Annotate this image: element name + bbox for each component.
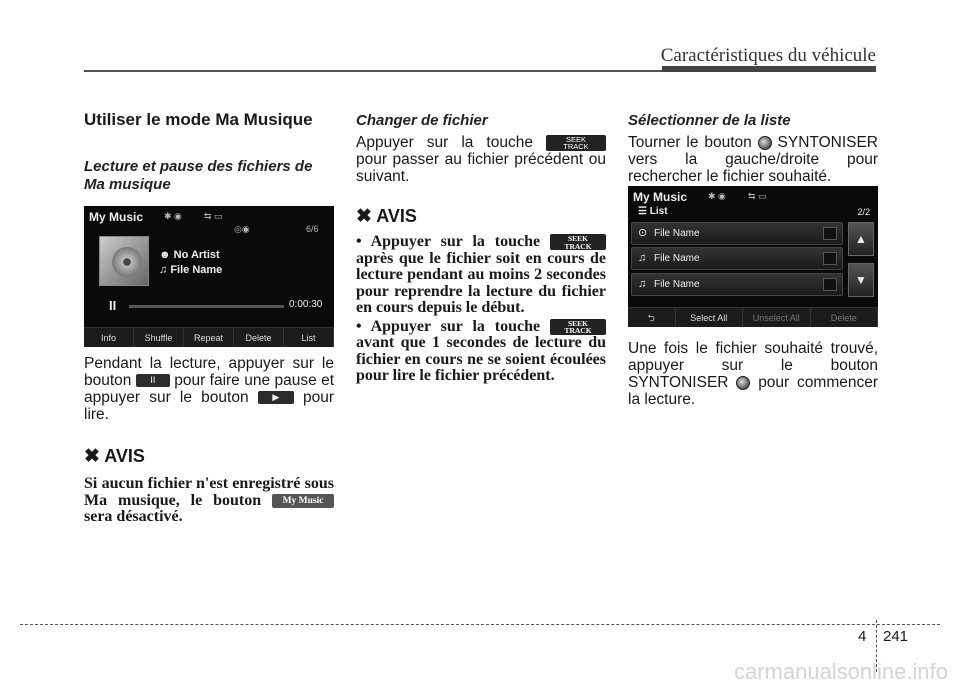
scroll-up-button[interactable]: ▲ <box>848 222 874 256</box>
bluetooth-icon: ✱ ◉ <box>708 191 726 201</box>
list-header: ☰ List <box>638 206 668 217</box>
music-note-icon: ♫ <box>159 264 168 276</box>
pause-icon[interactable]: II <box>109 298 117 313</box>
track-count: 6/6 <box>306 224 319 234</box>
avis-heading: ✖ AVIS <box>356 206 417 227</box>
music-note-icon: ♫ <box>638 278 647 290</box>
section-heading: Utiliser le mode Ma Musique <box>84 110 313 129</box>
subsection-heading: Lecture et pause des fichiers de Ma musique <box>84 158 313 193</box>
page-number: 241 <box>883 628 909 645</box>
play-button: ▶ <box>258 391 294 404</box>
progress-bar[interactable] <box>129 305 284 308</box>
screen-title: My Music <box>633 190 688 204</box>
bullet-1: • Appuyer sur la touche SEEK TRACK après que le fichier soit en cours de lecture pendant au moins 2 secondes pour reprendre la lecture du fichier en cours depuis le début. <box>356 233 606 316</box>
chapter-number: 4 <box>858 628 867 645</box>
my-music-list-screen <box>628 186 878 327</box>
header-title: Caractéristiques du véhicule <box>660 45 876 66</box>
list-row[interactable]: ♫ File Name <box>631 247 843 270</box>
header-rule <box>84 70 662 72</box>
row-checkbox[interactable] <box>823 278 837 291</box>
row-checkbox[interactable] <box>823 252 837 265</box>
cross-icon: ✖ <box>356 206 372 227</box>
cross-icon: ✖ <box>84 446 100 467</box>
subsection-heading: Sélectionner de la liste <box>628 112 791 129</box>
column-1 <box>84 110 334 194</box>
my-music-playback-screen <box>84 206 334 347</box>
list-button[interactable]: List <box>284 328 334 347</box>
watermark: carmanualsonline.info <box>733 659 948 684</box>
my-music-button: My Music <box>272 494 334 508</box>
tune-knob-icon <box>758 136 772 150</box>
subsection-heading: Changer de fichier <box>356 112 488 129</box>
column-3-text <box>628 340 878 408</box>
avis-heading: ✖ AVIS <box>84 446 145 467</box>
paragraph-confirm: Une fois le fichier souhaité trouvé, appuyer sur le bouton SYNTONISER pour commencer la lecture. <box>628 340 879 408</box>
delete-button[interactable]: Delete <box>234 328 284 347</box>
avis-text: Si aucun fichier n'est enregistré sous Ma musique, le bouton My Music sera désactivé. <box>84 475 334 525</box>
play-circle-icon: ⊙ <box>638 227 648 239</box>
artist-name: No Artist <box>173 249 220 261</box>
album-art <box>99 236 149 286</box>
header-bar <box>662 66 876 72</box>
info-button[interactable]: Info <box>84 328 134 347</box>
shuffle-button[interactable]: Shuffle <box>134 328 184 347</box>
back-button[interactable]: ⮌ <box>628 308 676 327</box>
pause-button: II <box>136 374 170 387</box>
elapsed-time: 0:00:30 <box>289 299 323 310</box>
file-row <box>159 264 222 276</box>
screen-title: My Music <box>89 210 144 224</box>
column-3 <box>628 112 878 185</box>
usb-icon: ⇆ ▭ <box>204 211 223 221</box>
select-all-button[interactable]: Select All <box>676 308 743 327</box>
artist-row <box>159 249 220 261</box>
column-2 <box>356 112 606 385</box>
seek-track-button: SEEK TRACK <box>550 234 606 250</box>
tune-knob-icon <box>736 376 750 390</box>
footer-rule <box>20 624 940 625</box>
list-row[interactable]: ♫ File Name <box>631 273 843 296</box>
seek-track-button: SEEK TRACK <box>550 319 606 335</box>
page-indicator: 2/2 <box>857 207 870 217</box>
column-1-text <box>84 355 334 526</box>
person-icon: ☻ <box>159 249 171 261</box>
paragraph-pause: Pendant la lecture, appuyer sur le bouton II pour faire une pause et appuyer sur le bouton ▶ pour lire. <box>84 355 335 423</box>
seek-track-button: SEEK TRACK <box>546 135 606 151</box>
music-note-icon: ♫ <box>638 252 647 264</box>
list-icon: ☰ <box>638 206 647 217</box>
unselect-all-button[interactable]: Unselect All <box>743 308 810 327</box>
screen-button-bar <box>628 307 878 327</box>
file-name: File Name <box>170 264 223 276</box>
paragraph-tune: Tourner le bouton SYNTONISER vers la gauche/droite pour rechercher le fichier souhaité. <box>628 134 879 185</box>
usb-icon: ⇆ ▭ <box>748 191 767 201</box>
list-row[interactable]: ⊙ File Name <box>631 222 843 245</box>
screen-button-bar <box>84 327 334 347</box>
bullet-2: • Appuyer sur la touche SEEK TRACK avant que 1 secondes de lecture du fichier en cours ne se soient écoulées pour lire le fichier précédent. <box>356 317 606 384</box>
paragraph-seek: Appuyer sur la touche SEEK TRACK pour passer au fichier précédent ou suivant. <box>356 134 606 185</box>
cd-icon: ◎◉ <box>234 224 250 234</box>
bluetooth-icon: ✱ ◉ <box>164 211 182 221</box>
delete-button[interactable]: Delete <box>811 308 878 327</box>
repeat-button[interactable]: Repeat <box>184 328 234 347</box>
scroll-down-button[interactable]: ▼ <box>848 263 874 297</box>
row-checkbox[interactable] <box>823 227 837 240</box>
disc-icon <box>112 247 142 277</box>
